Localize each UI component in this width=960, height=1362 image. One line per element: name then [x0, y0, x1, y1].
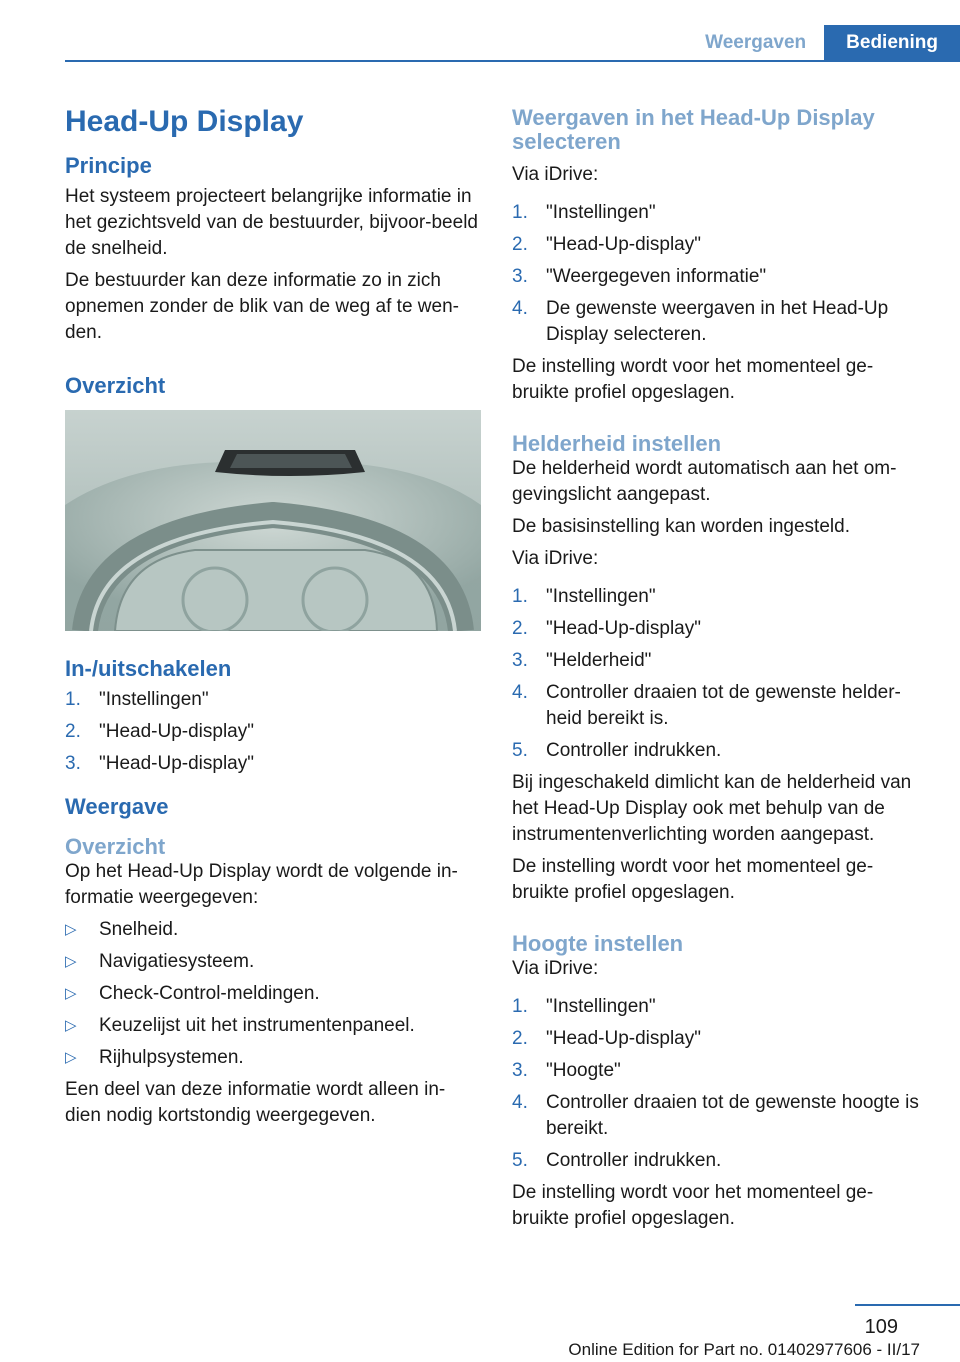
step-number: 2.: [512, 234, 528, 255]
step-text: "Instellingen": [99, 689, 209, 710]
bullet-text: Snelheid.: [99, 919, 179, 940]
list-item: [512, 1026, 926, 1052]
helderheid-heading: Helderheid instellen: [512, 431, 722, 456]
step-text: De gewenste weergaven in het Head-Up Display selecteren.: [546, 298, 889, 345]
triangle-bullet-icon: ▷: [65, 1017, 77, 1034]
hoogte-steps: [512, 994, 926, 1174]
step-text: "Helderheid": [546, 650, 652, 671]
step-number: 5.: [512, 740, 528, 761]
inuitschakelen-heading: In-/uitschakelen: [65, 656, 232, 681]
triangle-bullet-icon: ▷: [65, 953, 77, 970]
weergave-overzicht-heading: Overzicht: [65, 834, 166, 859]
step-text: Controller indrukken.: [546, 740, 722, 761]
step-number: 5.: [512, 1150, 528, 1171]
step-number: 2.: [512, 1028, 528, 1049]
step-number: 3.: [512, 266, 528, 287]
list-item: [512, 616, 926, 642]
footer-rule: [855, 1304, 960, 1306]
step-number: 2.: [65, 721, 81, 742]
helderheid-paragraph-2: De basisinstelling kan worden ingesteld.: [512, 516, 850, 537]
list-item: [65, 751, 481, 777]
list-item: [65, 917, 481, 943]
left-column: [65, 100, 481, 1135]
selecteren-via: Via iDrive:: [512, 164, 599, 185]
list-item: [512, 584, 926, 610]
step-text: "Weergegeven informatie": [546, 266, 767, 287]
instrument-cluster: [115, 550, 437, 631]
triangle-bullet-icon: ▷: [65, 921, 77, 938]
list-item: [65, 981, 481, 1007]
step-number: 4.: [512, 682, 528, 703]
header-rule: [65, 60, 960, 62]
list-item: [65, 949, 481, 975]
step-number: 4.: [512, 1092, 528, 1113]
selecteren-heading: Weergaven in het Head-Up Display selecteren: [512, 105, 875, 154]
triangle-bullet-icon: ▷: [65, 985, 77, 1002]
bullet-text: Check-Control-meldingen.: [99, 983, 320, 1004]
list-item: [512, 1148, 926, 1174]
helderheid-paragraph-1: De helderheid wordt automatisch aan het om‐gevingslicht aangepast.: [512, 458, 897, 505]
list-item: [512, 200, 926, 226]
weergave-bullets: [65, 917, 481, 1071]
list-item: [65, 1045, 481, 1071]
step-text: "Head-Up-display": [546, 234, 701, 255]
step-text: "Instellingen": [546, 202, 656, 223]
list-item: [512, 994, 926, 1020]
step-text: "Head-Up-display": [546, 1028, 701, 1049]
weergave-paragraph-2: Een deel van deze informatie wordt alleen in‐dien nodig kortstondig weergegeven.: [65, 1079, 446, 1126]
step-text: Controller draaien tot de gewenste hoogte is bereikt.: [546, 1092, 919, 1139]
bullet-text: Navigatiesysteem.: [99, 951, 255, 972]
list-item: [65, 719, 481, 745]
list-item: [65, 687, 481, 713]
step-number: 4.: [512, 298, 528, 319]
helderheid-note: De instelling wordt voor het momenteel ge‐bruikte profiel opgeslagen.: [512, 856, 874, 903]
header-tabs: [687, 25, 960, 61]
weergave-paragraph-1: Op het Head-Up Display wordt de volgende in‐formatie weergegeven:: [65, 861, 458, 908]
list-item: [512, 1090, 926, 1142]
step-text: "Head-Up-display": [99, 753, 254, 774]
principe-heading: Principe: [65, 153, 152, 178]
step-text: "Head-Up-display": [99, 721, 254, 742]
step-text: Controller draaien tot de gewenste helder‐heid bereikt is.: [546, 682, 901, 729]
list-item: [512, 680, 926, 732]
page-title: Head-Up Display: [65, 105, 304, 138]
list-item: [512, 232, 926, 258]
tab-weergaven[interactable]: Weergaven: [687, 25, 824, 61]
step-number: 3.: [512, 650, 528, 671]
helderheid-steps: [512, 584, 926, 764]
helderheid-via: Via iDrive:: [512, 548, 599, 569]
step-number: 1.: [512, 202, 528, 223]
list-item: [512, 1058, 926, 1084]
principe-paragraph-1: Het systeem projecteert belangrijke informatie in het gezichtsveld van de bestuurder, bijvoor‐beeld de snelheid.: [65, 186, 478, 259]
step-text: "Hoogte": [546, 1060, 621, 1081]
page-number: 109: [864, 1316, 898, 1338]
tab-bediening[interactable]: Bediening: [824, 25, 960, 61]
step-number: 1.: [65, 689, 81, 710]
step-text: "Instellingen": [546, 996, 656, 1017]
helderheid-paragraph-3: Bij ingeschakeld dimlicht kan de helderheid van het Head-Up Display ook met behulp van de instrumentenverlichting worden aangepast.: [512, 772, 912, 845]
step-number: 1.: [512, 586, 528, 607]
weergave-heading: Weergave: [65, 794, 169, 819]
step-number: 3.: [65, 753, 81, 774]
list-item: [512, 738, 926, 764]
step-text: "Head-Up-display": [546, 618, 701, 639]
principe-paragraph-2: De bestuurder kan deze informatie zo in zich opnemen zonder de blik van de weg af te wen‐den.: [65, 270, 459, 343]
edition-footer: Online Edition for Part no. 01402977606 - II/17: [568, 1340, 920, 1359]
right-column: [512, 100, 926, 1238]
step-number: 1.: [512, 996, 528, 1017]
hoogte-via: Via iDrive:: [512, 958, 599, 979]
step-number: 2.: [512, 618, 528, 639]
head-up-display-figure: [65, 410, 481, 631]
overzicht-heading: Overzicht: [65, 373, 166, 398]
list-item: [512, 296, 926, 348]
step-text: "Instellingen": [546, 586, 656, 607]
step-number: 3.: [512, 1060, 528, 1081]
inuitschakelen-steps: [65, 687, 481, 777]
bullet-text: Rijhulpsystemen.: [99, 1047, 244, 1068]
list-item: [65, 1013, 481, 1039]
hud-glass: [230, 454, 352, 468]
triangle-bullet-icon: ▷: [65, 1049, 77, 1066]
selecteren-steps: [512, 200, 926, 348]
bullet-text: Keuzelijst uit het instrumentenpaneel.: [99, 1015, 415, 1036]
selecteren-note: De instelling wordt voor het momenteel ge‐bruikte profiel opgeslagen.: [512, 356, 874, 403]
hoogte-heading: Hoogte instellen: [512, 931, 684, 956]
step-text: Controller indrukken.: [546, 1150, 722, 1171]
list-item: [512, 648, 926, 674]
hoogte-note: De instelling wordt voor het momenteel ge‐bruikte profiel opgeslagen.: [512, 1182, 874, 1229]
list-item: [512, 264, 926, 290]
